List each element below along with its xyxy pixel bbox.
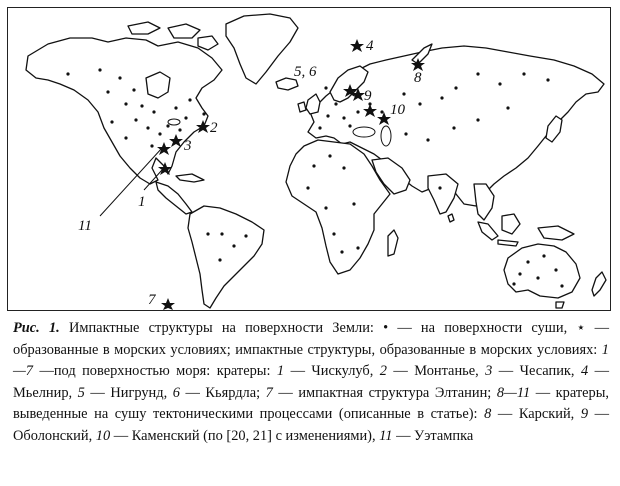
caption-number: 2 [379, 363, 387, 380]
impact-dot [536, 276, 539, 279]
caption-text: — импактная структура Элтанин; [272, 384, 497, 401]
caption-number: 11 [379, 427, 393, 444]
ireland [298, 102, 306, 112]
impact-dot [418, 102, 421, 105]
impact-dot [356, 110, 359, 113]
impact-dot [342, 166, 345, 169]
impact-dot [476, 72, 479, 75]
caption-text: — Нигрунд, [84, 384, 173, 401]
impact-dot [506, 106, 509, 109]
legend-star-symbol: ⋆ [576, 320, 586, 336]
impact-dot [146, 126, 149, 129]
caption-number: 1 [276, 363, 285, 380]
impact-dot [174, 106, 177, 109]
impact-dot [380, 110, 383, 113]
sri-lanka [448, 214, 454, 222]
arctic-island-3 [198, 36, 218, 50]
label-11: 11 [78, 218, 92, 234]
impact-dot [106, 90, 109, 93]
caption-text: — образованные в морских условиях; импактные структуры, образованные в морских условиях: [13, 320, 609, 358]
impact-dot [178, 128, 181, 131]
caption-number: 8 [484, 406, 492, 423]
impact-dot [306, 186, 309, 189]
impact-dot [188, 98, 191, 101]
label-8: 8 [414, 70, 422, 86]
impact-dot [560, 284, 563, 287]
impact-dot [518, 272, 521, 275]
caption-number: 3 [485, 363, 493, 380]
impact-dot [522, 72, 525, 75]
impact-dot [342, 116, 345, 119]
central-america [156, 182, 192, 214]
caption-text: — Мьелнир, [13, 363, 609, 401]
impact-dot [218, 258, 221, 261]
impact-dot [438, 186, 441, 189]
impact-dot [132, 88, 135, 91]
impact-dot [124, 136, 127, 139]
label-2: 2 [210, 120, 218, 136]
indochina [474, 184, 494, 220]
caption-text: — Кьярдла; [179, 384, 266, 401]
impact-dot [124, 102, 127, 105]
caption-number: 10 [95, 427, 111, 444]
impact-dot [356, 246, 359, 249]
impact-dot [150, 144, 153, 147]
label-9: 9 [364, 88, 372, 104]
tasmania [556, 302, 564, 308]
impact-dot [202, 112, 205, 115]
impact-dot [134, 118, 137, 121]
australia [504, 244, 580, 298]
caption-text: — кратеры, выведенные на сушу тектоническими процессами (описанные в статье): [13, 384, 609, 423]
impact-dot [454, 86, 457, 89]
impact-dot [312, 164, 315, 167]
label-10: 10 [390, 102, 405, 118]
impact-dot [220, 232, 223, 235]
impact-dot [244, 234, 247, 237]
impact-dot [158, 132, 161, 135]
impact-dot [318, 126, 321, 129]
impact-dot [66, 72, 69, 75]
impact-dot [526, 260, 529, 263]
caption-text: — на поверхности суши, [388, 320, 577, 336]
caption-number: 4 [580, 363, 589, 380]
impact-dot [426, 138, 429, 141]
caption-text: — Уэтампка [392, 427, 474, 444]
impact-dot [206, 232, 209, 235]
great-britain [306, 94, 320, 114]
impact-dot [498, 82, 501, 85]
impact-dot [348, 124, 351, 127]
impact-dot [110, 120, 113, 123]
figure-number: Рис. 1. [13, 320, 60, 336]
impact-dot [512, 282, 515, 285]
caption-range: 8—11 [496, 384, 531, 401]
world-map-svg [8, 8, 610, 310]
caption-text: — Каменский (по [20, 21] с изменениями), [110, 427, 380, 444]
caption-text: — Монтанье, [386, 363, 486, 380]
label-5-6: 5, 6 [294, 64, 317, 80]
caption-number: 6 [172, 384, 180, 401]
impact-dot [140, 104, 143, 107]
world-map [7, 7, 611, 311]
impact-dot [554, 268, 557, 271]
caption-number: 9 [580, 406, 589, 423]
impact-dot [118, 76, 121, 79]
caption-text: — Карский, [491, 406, 581, 423]
caption-text: — Чискулуб, [284, 363, 380, 380]
java [498, 240, 518, 246]
caption-number: 7 [265, 384, 273, 401]
star-mjolnir [350, 39, 364, 52]
label-7: 7 [148, 292, 156, 308]
south-america [188, 206, 264, 308]
new-guinea [538, 226, 574, 240]
arctic-island-1 [128, 22, 160, 34]
impact-dot [152, 110, 155, 113]
impact-dot [476, 118, 479, 121]
label-1: 1 [138, 194, 146, 210]
india [428, 174, 458, 214]
caption-text: — Чесапик, [492, 363, 581, 380]
impact-dot [184, 116, 187, 119]
sumatra [478, 222, 498, 240]
figure-caption [13, 318, 609, 448]
impact-dot [340, 250, 343, 253]
arctic-island-2 [168, 24, 200, 38]
caption-range: 1—7 [13, 341, 609, 380]
label-4: 4 [366, 38, 374, 54]
impact-dot [334, 102, 337, 105]
caption-text: — Оболонский, [13, 406, 609, 444]
caption-text: —под поверхностью моря: кратеры: [33, 363, 277, 380]
impact-dot [352, 202, 355, 205]
caption-text: Импактные структуры на поверхности Земли: [59, 320, 384, 336]
caption-number: 5 [77, 384, 85, 401]
borneo [502, 214, 520, 234]
legend-dot-symbol: • [383, 320, 389, 336]
impact-dot [328, 154, 331, 157]
madagascar [388, 230, 398, 256]
impact-dot [440, 96, 443, 99]
impact-dot [98, 68, 101, 71]
impact-dot [332, 232, 335, 235]
impact-dot [452, 126, 455, 129]
impact-dot [166, 124, 169, 127]
impact-dot [542, 254, 545, 257]
greenland [226, 14, 298, 84]
impact-dot [324, 86, 327, 89]
new-zealand [592, 272, 606, 296]
impact-dot [326, 114, 329, 117]
cuba [176, 174, 204, 182]
impact-dot [404, 132, 407, 135]
impact-dot [232, 244, 235, 247]
label-3: 3 [184, 138, 192, 154]
star-eltanin [161, 298, 175, 310]
impact-dot [324, 206, 327, 209]
impact-dot [402, 92, 405, 95]
impact-dot [546, 78, 549, 81]
north-america [26, 38, 222, 184]
